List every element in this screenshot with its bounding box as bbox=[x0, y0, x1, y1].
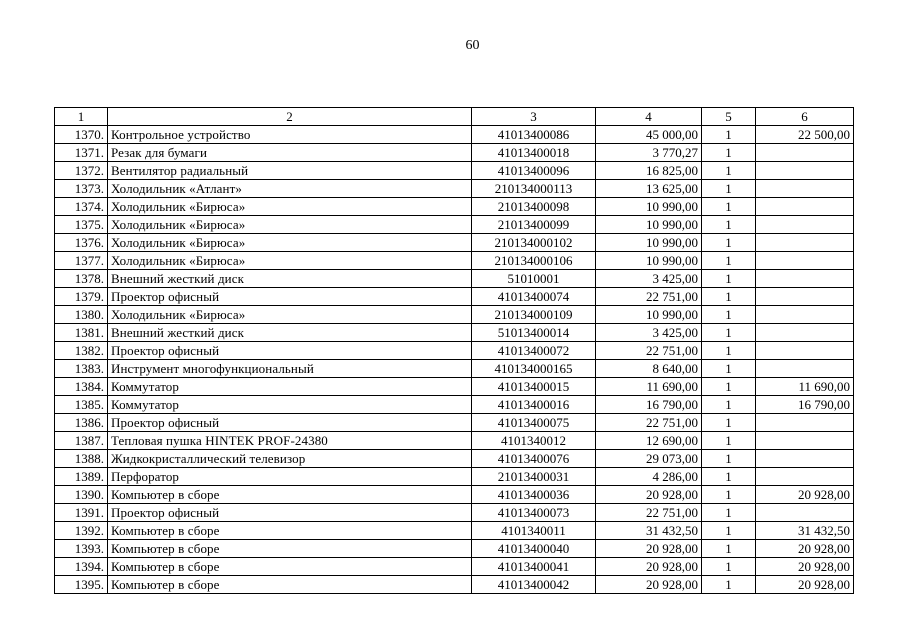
row-number-cell: 1390. bbox=[55, 486, 108, 504]
inventory-number-cell: 4101340012 bbox=[472, 432, 596, 450]
quantity-cell: 1 bbox=[702, 324, 756, 342]
cost-cell: 8 640,00 bbox=[596, 360, 702, 378]
table-row bbox=[55, 162, 854, 180]
row-number-cell: 1376. bbox=[55, 234, 108, 252]
residual-value-cell: 22 500,00 bbox=[756, 126, 854, 144]
residual-value-cell bbox=[756, 360, 854, 378]
row-number-cell: 1387. bbox=[55, 432, 108, 450]
item-name-cell: Внешний жесткий диск bbox=[108, 324, 472, 342]
item-name-cell: Резак для бумаги bbox=[108, 144, 472, 162]
row-number-cell: 1378. bbox=[55, 270, 108, 288]
quantity-cell: 1 bbox=[702, 558, 756, 576]
residual-value-cell: 20 928,00 bbox=[756, 576, 854, 594]
inventory-number-cell: 41013400074 bbox=[472, 288, 596, 306]
row-number-cell: 1375. bbox=[55, 216, 108, 234]
cost-cell: 11 690,00 bbox=[596, 378, 702, 396]
item-name-cell: Компьютер в сборе bbox=[108, 522, 472, 540]
inventory-number-cell: 210134000113 bbox=[472, 180, 596, 198]
row-number-cell: 1384. bbox=[55, 378, 108, 396]
table-row bbox=[55, 378, 854, 396]
inventory-number-cell: 410134000165 bbox=[472, 360, 596, 378]
quantity-cell: 1 bbox=[702, 144, 756, 162]
cost-cell: 20 928,00 bbox=[596, 558, 702, 576]
item-name-cell: Компьютер в сборе bbox=[108, 576, 472, 594]
row-number-cell: 1393. bbox=[55, 540, 108, 558]
table-row bbox=[55, 540, 854, 558]
cost-cell: 13 625,00 bbox=[596, 180, 702, 198]
table-row bbox=[55, 360, 854, 378]
quantity-cell: 1 bbox=[702, 432, 756, 450]
item-name-cell: Проектор офисный bbox=[108, 288, 472, 306]
quantity-cell: 1 bbox=[702, 540, 756, 558]
item-name-cell: Проектор офисный bbox=[108, 342, 472, 360]
quantity-cell: 1 bbox=[702, 468, 756, 486]
residual-value-cell bbox=[756, 180, 854, 198]
cost-cell: 10 990,00 bbox=[596, 252, 702, 270]
row-number-cell: 1371. bbox=[55, 144, 108, 162]
cost-cell: 10 990,00 bbox=[596, 234, 702, 252]
cost-cell: 10 990,00 bbox=[596, 198, 702, 216]
table-body bbox=[55, 126, 854, 594]
inventory-number-cell: 41013400016 bbox=[472, 396, 596, 414]
inventory-number-cell: 41013400073 bbox=[472, 504, 596, 522]
table-row bbox=[55, 198, 854, 216]
residual-value-cell: 20 928,00 bbox=[756, 540, 854, 558]
quantity-cell: 1 bbox=[702, 288, 756, 306]
table-row bbox=[55, 486, 854, 504]
residual-value-cell bbox=[756, 342, 854, 360]
item-name-cell: Проектор офисный bbox=[108, 504, 472, 522]
row-number-cell: 1379. bbox=[55, 288, 108, 306]
quantity-cell: 1 bbox=[702, 522, 756, 540]
item-name-cell: Холодильник «Бирюса» bbox=[108, 252, 472, 270]
item-name-cell: Компьютер в сборе bbox=[108, 540, 472, 558]
table-row bbox=[55, 216, 854, 234]
residual-value-cell bbox=[756, 144, 854, 162]
row-number-cell: 1372. bbox=[55, 162, 108, 180]
row-number-cell: 1383. bbox=[55, 360, 108, 378]
row-number-cell: 1381. bbox=[55, 324, 108, 342]
table-row bbox=[55, 252, 854, 270]
quantity-cell: 1 bbox=[702, 252, 756, 270]
table-row bbox=[55, 504, 854, 522]
item-name-cell: Контрольное устройство bbox=[108, 126, 472, 144]
table-row bbox=[55, 306, 854, 324]
quantity-cell: 1 bbox=[702, 198, 756, 216]
inventory-number-cell: 41013400040 bbox=[472, 540, 596, 558]
inventory-number-cell: 41013400018 bbox=[472, 144, 596, 162]
table-row bbox=[55, 342, 854, 360]
table-row bbox=[55, 450, 854, 468]
inventory-number-cell: 210134000102 bbox=[472, 234, 596, 252]
quantity-cell: 1 bbox=[702, 126, 756, 144]
inventory-number-cell: 51010001 bbox=[472, 270, 596, 288]
quantity-cell: 1 bbox=[702, 270, 756, 288]
column-header: 2 bbox=[108, 108, 472, 126]
table-row bbox=[55, 180, 854, 198]
item-name-cell: Холодильник «Бирюса» bbox=[108, 306, 472, 324]
inventory-number-cell: 41013400086 bbox=[472, 126, 596, 144]
page-number: 60 bbox=[465, 38, 480, 53]
cost-cell: 12 690,00 bbox=[596, 432, 702, 450]
table-row bbox=[55, 270, 854, 288]
quantity-cell: 1 bbox=[702, 234, 756, 252]
residual-value-cell: 16 790,00 bbox=[756, 396, 854, 414]
cost-cell: 3 425,00 bbox=[596, 324, 702, 342]
inventory-number-cell: 210134000106 bbox=[472, 252, 596, 270]
quantity-cell: 1 bbox=[702, 504, 756, 522]
column-header: 5 bbox=[702, 108, 756, 126]
quantity-cell: 1 bbox=[702, 576, 756, 594]
row-number-cell: 1386. bbox=[55, 414, 108, 432]
inventory-number-cell: 21013400098 bbox=[472, 198, 596, 216]
row-number-cell: 1394. bbox=[55, 558, 108, 576]
item-name-cell: Холодильник «Бирюса» bbox=[108, 198, 472, 216]
table-row bbox=[55, 234, 854, 252]
item-name-cell: Коммутатор bbox=[108, 378, 472, 396]
inventory-number-cell: 41013400072 bbox=[472, 342, 596, 360]
item-name-cell: Холодильник «Бирюса» bbox=[108, 234, 472, 252]
inventory-number-cell: 41013400015 bbox=[472, 378, 596, 396]
column-header: 1 bbox=[55, 108, 108, 126]
cost-cell: 22 751,00 bbox=[596, 504, 702, 522]
residual-value-cell bbox=[756, 162, 854, 180]
cost-cell: 29 073,00 bbox=[596, 450, 702, 468]
quantity-cell: 1 bbox=[702, 180, 756, 198]
cost-cell: 16 825,00 bbox=[596, 162, 702, 180]
residual-value-cell bbox=[756, 252, 854, 270]
residual-value-cell bbox=[756, 432, 854, 450]
cost-cell: 20 928,00 bbox=[596, 576, 702, 594]
column-header: 4 bbox=[596, 108, 702, 126]
row-number-cell: 1391. bbox=[55, 504, 108, 522]
inventory-number-cell: 41013400042 bbox=[472, 576, 596, 594]
item-name-cell: Проектор офисный bbox=[108, 414, 472, 432]
item-name-cell: Инструмент многофункциональный bbox=[108, 360, 472, 378]
quantity-cell: 1 bbox=[702, 486, 756, 504]
cost-cell: 3 770,27 bbox=[596, 144, 702, 162]
residual-value-cell bbox=[756, 450, 854, 468]
inventory-number-cell: 21013400031 bbox=[472, 468, 596, 486]
inventory-number-cell: 4101340011 bbox=[472, 522, 596, 540]
quantity-cell: 1 bbox=[702, 360, 756, 378]
residual-value-cell bbox=[756, 468, 854, 486]
cost-cell: 22 751,00 bbox=[596, 414, 702, 432]
item-name-cell: Тепловая пушка HINTEK PROF-24380 bbox=[108, 432, 472, 450]
row-number-cell: 1370. bbox=[55, 126, 108, 144]
residual-value-cell bbox=[756, 288, 854, 306]
residual-value-cell bbox=[756, 270, 854, 288]
cost-cell: 22 751,00 bbox=[596, 288, 702, 306]
quantity-cell: 1 bbox=[702, 378, 756, 396]
row-number-cell: 1380. bbox=[55, 306, 108, 324]
cost-cell: 10 990,00 bbox=[596, 216, 702, 234]
table-row bbox=[55, 324, 854, 342]
table-row bbox=[55, 396, 854, 414]
item-name-cell: Жидкокристаллический телевизор bbox=[108, 450, 472, 468]
row-number-cell: 1388. bbox=[55, 450, 108, 468]
table-row bbox=[55, 288, 854, 306]
item-name-cell: Перфоратор bbox=[108, 468, 472, 486]
inventory-number-cell: 41013400075 bbox=[472, 414, 596, 432]
row-number-cell: 1389. bbox=[55, 468, 108, 486]
cost-cell: 20 928,00 bbox=[596, 486, 702, 504]
table-row bbox=[55, 144, 854, 162]
cost-cell: 20 928,00 bbox=[596, 540, 702, 558]
column-header: 3 bbox=[472, 108, 596, 126]
table-header-row bbox=[55, 108, 854, 126]
table-row bbox=[55, 414, 854, 432]
residual-value-cell bbox=[756, 414, 854, 432]
residual-value-cell bbox=[756, 216, 854, 234]
table-row bbox=[55, 576, 854, 594]
item-name-cell: Вентилятор радиальный bbox=[108, 162, 472, 180]
cost-cell: 45 000,00 bbox=[596, 126, 702, 144]
item-name-cell: Внешний жесткий диск bbox=[108, 270, 472, 288]
item-name-cell: Компьютер в сборе bbox=[108, 558, 472, 576]
cost-cell: 16 790,00 bbox=[596, 396, 702, 414]
quantity-cell: 1 bbox=[702, 396, 756, 414]
row-number-cell: 1377. bbox=[55, 252, 108, 270]
cost-cell: 4 286,00 bbox=[596, 468, 702, 486]
residual-value-cell bbox=[756, 504, 854, 522]
inventory-number-cell: 21013400099 bbox=[472, 216, 596, 234]
table-row bbox=[55, 468, 854, 486]
quantity-cell: 1 bbox=[702, 414, 756, 432]
inventory-table bbox=[54, 107, 854, 594]
inventory-number-cell: 41013400041 bbox=[472, 558, 596, 576]
row-number-cell: 1395. bbox=[55, 576, 108, 594]
quantity-cell: 1 bbox=[702, 342, 756, 360]
table-row bbox=[55, 522, 854, 540]
cost-cell: 31 432,50 bbox=[596, 522, 702, 540]
table-row bbox=[55, 432, 854, 450]
quantity-cell: 1 bbox=[702, 216, 756, 234]
residual-value-cell bbox=[756, 234, 854, 252]
row-number-cell: 1374. bbox=[55, 198, 108, 216]
residual-value-cell: 11 690,00 bbox=[756, 378, 854, 396]
inventory-number-cell: 41013400076 bbox=[472, 450, 596, 468]
quantity-cell: 1 bbox=[702, 162, 756, 180]
table-row bbox=[55, 558, 854, 576]
residual-value-cell bbox=[756, 306, 854, 324]
cost-cell: 3 425,00 bbox=[596, 270, 702, 288]
quantity-cell: 1 bbox=[702, 450, 756, 468]
row-number-cell: 1392. bbox=[55, 522, 108, 540]
residual-value-cell: 20 928,00 bbox=[756, 486, 854, 504]
row-number-cell: 1385. bbox=[55, 396, 108, 414]
table-row bbox=[55, 126, 854, 144]
inventory-number-cell: 41013400096 bbox=[472, 162, 596, 180]
residual-value-cell: 20 928,00 bbox=[756, 558, 854, 576]
residual-value-cell bbox=[756, 324, 854, 342]
item-name-cell: Холодильник «Бирюса» bbox=[108, 216, 472, 234]
item-name-cell: Коммутатор bbox=[108, 396, 472, 414]
cost-cell: 22 751,00 bbox=[596, 342, 702, 360]
column-header: 6 bbox=[756, 108, 854, 126]
row-number-cell: 1373. bbox=[55, 180, 108, 198]
item-name-cell: Холодильник «Атлант» bbox=[108, 180, 472, 198]
inventory-number-cell: 41013400036 bbox=[472, 486, 596, 504]
cost-cell: 10 990,00 bbox=[596, 306, 702, 324]
inventory-number-cell: 210134000109 bbox=[472, 306, 596, 324]
residual-value-cell: 31 432,50 bbox=[756, 522, 854, 540]
item-name-cell: Компьютер в сборе bbox=[108, 486, 472, 504]
inventory-number-cell: 51013400014 bbox=[472, 324, 596, 342]
quantity-cell: 1 bbox=[702, 306, 756, 324]
row-number-cell: 1382. bbox=[55, 342, 108, 360]
residual-value-cell bbox=[756, 198, 854, 216]
